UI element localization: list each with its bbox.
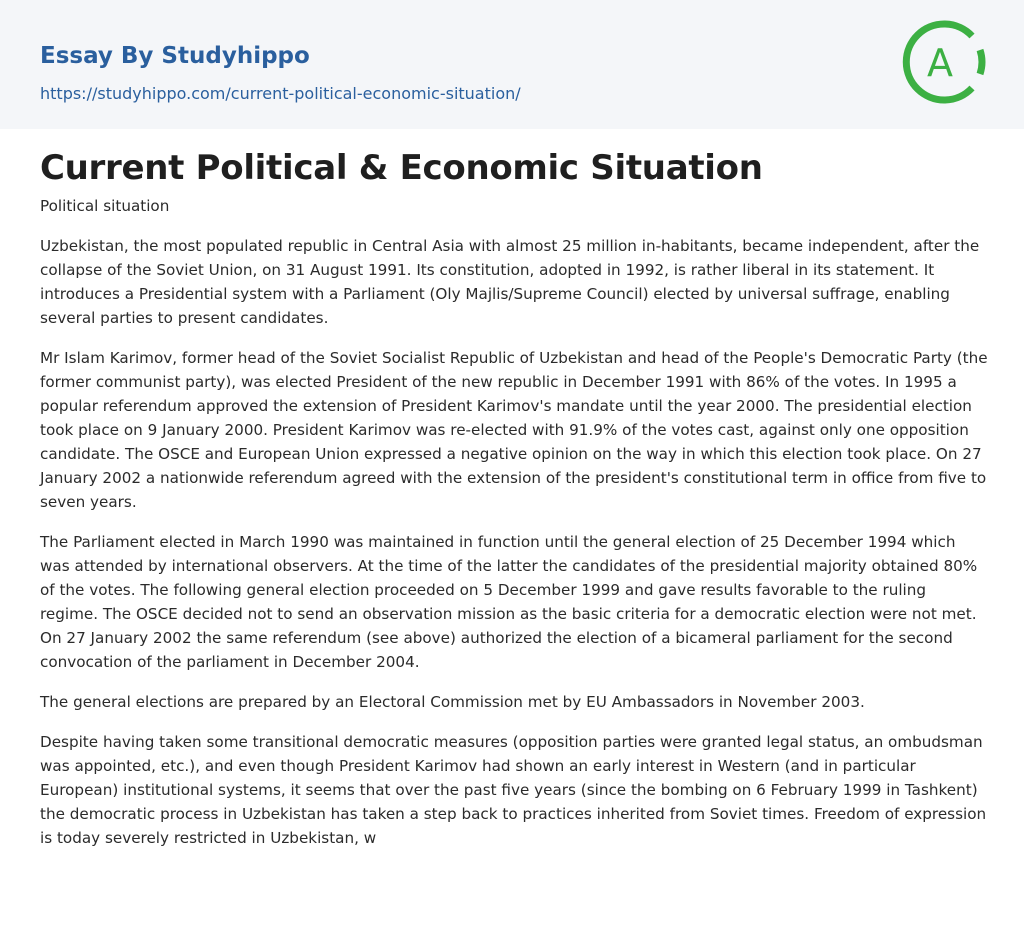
article-body (40, 194, 988, 866)
page-url-link[interactable]: https://studyhippo.com/current-political-economic-situation/ (40, 84, 521, 103)
article-paragraph: The general elections are prepared by an Electoral Commission met by EU Ambassadors in November 2003. (40, 693, 865, 711)
logo-ring-icon (902, 20, 986, 104)
article-paragraph: Mr Islam Karimov, former head of the Soviet Socialist Republic of Uzbekistan and head of the People's Democratic Party (the former communist party), was elected President of the new republic in December 1991 with 86% of the votes. In 1995 a popular referendum approved the extension of President Karimov's mandate until the year 2000. The presidential election took place on 9 January 2000. President Karimov was re-elected with 91.9% of the votes cast, against only one opposition candidate. The OSCE and European Union expressed a negative opinion on the way in which this election took place. On 27 January 2002 a nationwide referendum agreed with the extension of the president's constitutional term in office from five to seven years. (40, 349, 988, 511)
article-paragraph: The Parliament elected in March 1990 was maintained in function until the general election of 25 December 1994 which was attended by international observers. At the time of the latter the candidates of the presidential majority obtained 80% of the votes. The following general election proceeded on 5 December 1999 and gave results favorable to the ruling regime. The OSCE decided not to send an observation mission as the basic criteria for a democratic election were not met. On 27 January 2002 the same referendum (see above) authorized the election of a bicameral parliament for the second convocation of the parliament in December 2004. (40, 533, 978, 671)
page-title: Current Political & Economic Situation (40, 148, 763, 188)
article-paragraph: Uzbekistan, the most populated republic in Central Asia with almost 25 million in-habitants, became independent, after the collapse of the Soviet Union, on 31 August 1991. Its constitution, adopted in 1992, is rather liberal in its statement. It introduces a Presidential system with a Parliament (Oly Majlis/Supreme Council) elected by universal suffrage, enabling several parties to present candidates. (40, 237, 980, 327)
site-title[interactable]: Essay By Studyhippo (40, 43, 310, 69)
article-paragraph: Despite having taken some transitional democratic measures (opposition parties were granted legal status, an ombudsman was appointed, etc.), and even though President Karimov had shown an early interest in Western (and in particular European) institutional systems, it seems that over the past five years (since the bombing on 6 February 1999 in Tashkent) the democratic process in Uzbekistan has taken a step back to practices inherited from Soviet times. Freedom of expression is today severely restricted in Uzbekistan, w (40, 733, 987, 847)
logo-letter: A (927, 41, 953, 85)
studyhippo-logo[interactable] (902, 20, 986, 104)
section-subheading: Political situation (40, 197, 170, 215)
